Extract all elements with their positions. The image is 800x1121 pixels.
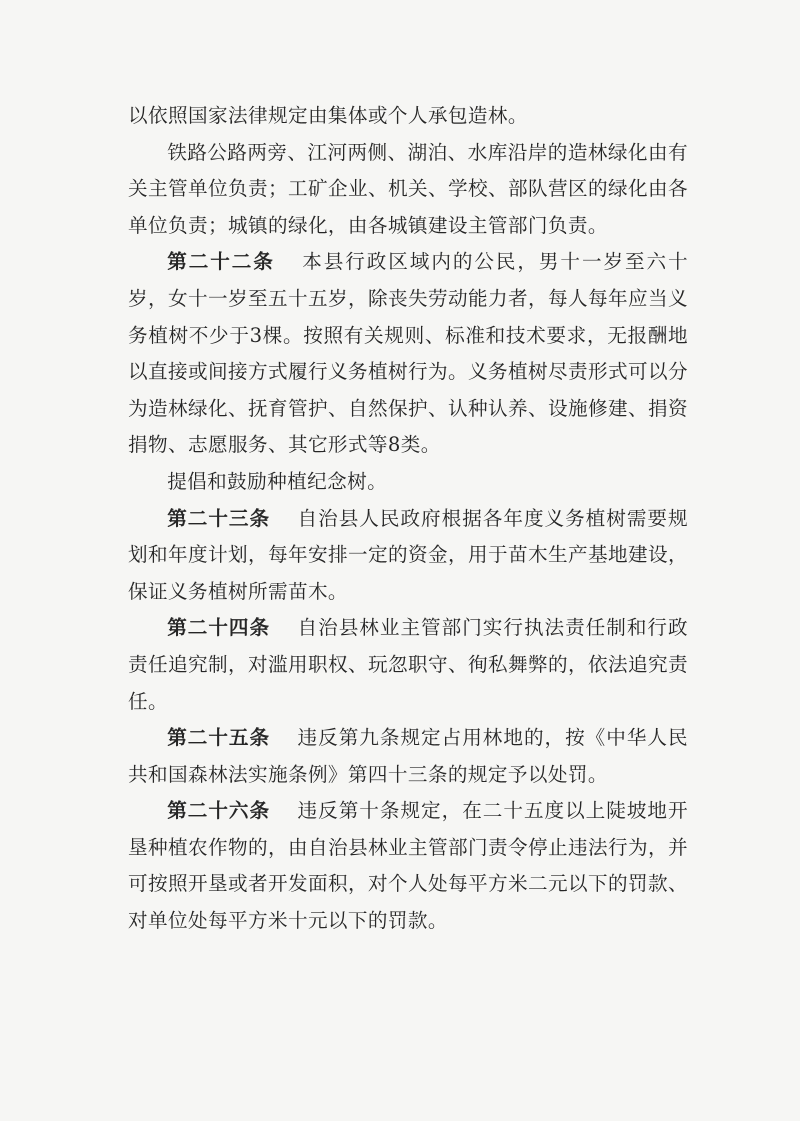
article-text: 违反第九条规定占用林地的，按《中华人民共和国森林法实施条例》第四十三条的规定予以处罚。: [128, 726, 689, 786]
paragraph-greening-responsibility: [128, 135, 688, 245]
paragraph-text: 铁路公路两旁、江河两侧、湖泊、水库沿岸的造林绿化由有关主管单位负责；工矿企业、机关、学校、部队营区的绿化由各单位负责；城镇的绿化，由各城镇建设主管部门负责。: [128, 140, 688, 237]
article-25: [128, 720, 688, 793]
article-26: [128, 793, 688, 939]
article-23: [128, 501, 688, 611]
paragraph-text: 以依照国家法律规定由集体或个人承包造林。: [128, 104, 528, 127]
article-text: 自治县人民政府根据各年度义务植树需要规划和年度计划，每年安排一定的资金，用于苗木生产基地建设，保证义务植树所需苗木。: [128, 506, 689, 603]
paragraph-text: 提倡和鼓励种植纪念树。: [167, 469, 388, 493]
article-text: 本县行政区域内的公民，男十一岁至六十岁，女十一岁至五十五岁，除丧失劳动能力者，每人每年应当义务植树不少于3棵。按照有关规则、标准和技术要求，无报酬地以直接或间接方式履行义务植树行为。义务植树尽责形式可以分为造林绿化、抚育管护、自然保护、认种认养、设施修建、捐资捐物、志愿服务、其它形式等8类。: [128, 250, 689, 457]
article-number: 第二十三条: [167, 506, 271, 530]
article-number: 第二十六条: [167, 799, 271, 823]
article-number: 第二十四条: [167, 616, 271, 640]
article-text: 违反第十条规定，在二十五度以上陡坡地开垦种植农作物的，由自治县林业主管部门责令停止违法行为，并可按照开垦或者开发面积，对个人处每平方米二元以下的罚款、对单位处每平方米十元以下的罚款。: [128, 799, 689, 933]
paragraph-continuation: [128, 98, 688, 135]
article-text: 自治县林业主管部门实行执法责任制和行政责任追究制，对滥用职权、玩忽职守、徇私舞弊的，依法追究责任。: [128, 616, 689, 713]
document-body: [128, 98, 688, 940]
article-number: 第二十二条: [167, 250, 275, 274]
article-number: 第二十五条: [167, 726, 271, 750]
article-24: [128, 610, 688, 720]
article-22: [128, 244, 688, 464]
paragraph-memorial-trees: [128, 464, 688, 501]
